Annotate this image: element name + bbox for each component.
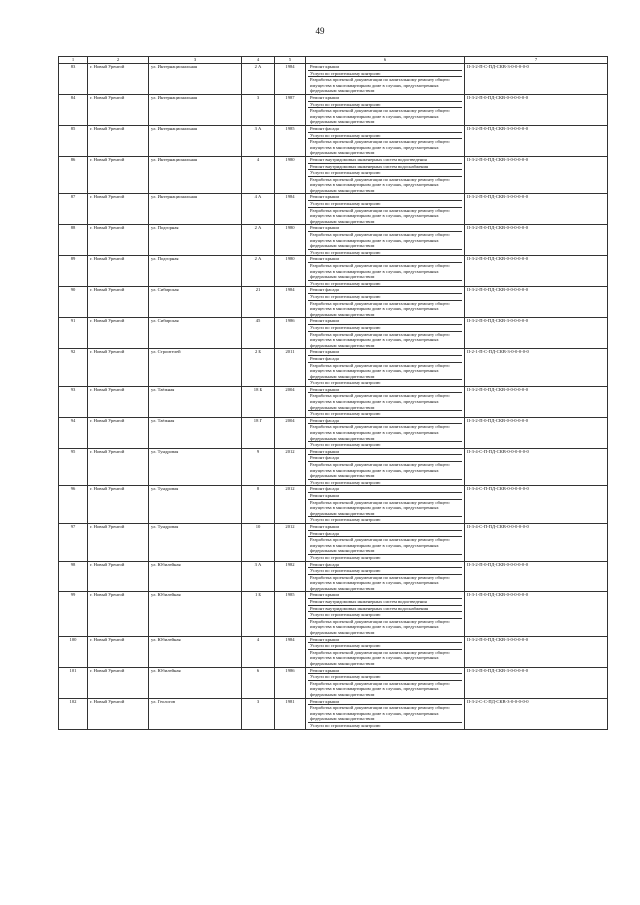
- row-street: ул. Юбилейная: [149, 561, 242, 592]
- row-house: 3 А: [242, 561, 275, 592]
- row-house: 2 А: [242, 256, 275, 287]
- table-row: [59, 561, 608, 592]
- row-year: 1982: [275, 561, 306, 592]
- work-item: Ремонт фасада: [308, 455, 462, 462]
- row-house: 3: [242, 94, 275, 125]
- col-4-header: 4: [242, 57, 275, 64]
- row-year: 2004: [275, 386, 306, 417]
- row-number: 92: [59, 349, 88, 387]
- row-year: 1980: [275, 225, 306, 256]
- row-code: II-3-1-П-0-ПД-СКВ-0-0-0-0-0-0: [465, 592, 608, 636]
- row-city: г. Новый Уренгой: [88, 349, 149, 387]
- row-year: 2012: [275, 486, 306, 524]
- row-number: 95: [59, 448, 88, 486]
- row-number: 91: [59, 318, 88, 349]
- work-item: Услуги по строительному контролю: [308, 294, 462, 301]
- row-street: ул. Тундровая: [149, 523, 242, 561]
- work-item: Услуги по строительному контролю: [308, 568, 462, 575]
- work-item: Услуги по строительному контролю: [308, 133, 462, 140]
- work-item: Ремонт крыши: [308, 225, 462, 232]
- row-city: г. Новый Уренгой: [88, 194, 149, 225]
- row-code: II-3-2-П-0-ПД-СКВ-0-0-0-0-0-0: [465, 256, 608, 287]
- work-item: Ремонт крыши: [308, 668, 462, 675]
- row-number: 99: [59, 592, 88, 636]
- work-item: Услуги по строительному контролю: [308, 674, 462, 681]
- row-code: II-3-2-П-0-ПД-СКВ-0-0-0-0-0-0: [465, 561, 608, 592]
- work-item: Услуги по строительному контролю: [310, 249, 381, 255]
- row-house: 8: [242, 486, 275, 524]
- row-city: г. Новый Уренгой: [88, 561, 149, 592]
- row-works: [306, 225, 465, 256]
- row-code: II-3-2-П-0-ПД-СКВ-3-0-0-0-0-0: [465, 667, 608, 698]
- work-item: Разработка проектной документации по капитальному ремонту общего имущества в многоквартирном доме в случаях, предусмотренных федеральным законодательством: [310, 176, 450, 193]
- row-city: г. Новый Уренгой: [88, 225, 149, 256]
- work-item: Ремонт крыши: [308, 493, 462, 500]
- work-item: Ремонт фасада: [308, 562, 462, 569]
- work-item: Ремонт крыши: [308, 524, 462, 531]
- work-item: Услуги по строительному контролю: [310, 442, 381, 448]
- work-item: Разработка проектной документации по капитальному ремонту общего имущества в многоквартирном доме в случаях, предусмотренных федеральным законодательством: [310, 300, 450, 317]
- row-works: [306, 94, 465, 125]
- row-street: ул. Подгорная: [149, 225, 242, 256]
- row-city: г. Новый Уренгой: [88, 318, 149, 349]
- work-item: Разработка проектной документации по капитальному ремонту общего имущества в многоквартирном доме в случаях, предусмотренных федеральным законодательством: [308, 462, 462, 480]
- work-item: Разработка проектной документации по капитальному ремонту общего имущества в многоквартирном доме в случаях, предусмотренных федеральным законодательством: [310, 139, 450, 156]
- row-city: г. Новый Уренгой: [88, 448, 149, 486]
- row-works: [306, 156, 465, 194]
- work-item: Ремонт крыши: [308, 387, 462, 394]
- work-item: Услуги по строительному контролю: [308, 612, 462, 619]
- work-item: Разработка проектной документации по капитальному ремонту общего имущества в многоквартирном доме в случаях, предусмотренных федеральным законодательством: [308, 705, 462, 723]
- table-row: [59, 486, 608, 524]
- row-city: г. Новый Уренгой: [88, 287, 149, 318]
- row-street: ул. Таёжная: [149, 417, 242, 448]
- row-city: г. Новый Уренгой: [88, 156, 149, 194]
- row-number: 87: [59, 194, 88, 225]
- work-item: Ремонт фасада: [308, 486, 462, 493]
- table-row: [59, 667, 608, 698]
- row-city: г. Новый Уренгой: [88, 523, 149, 561]
- row-house: 18 Г: [242, 417, 275, 448]
- header-row: [59, 57, 608, 64]
- row-code: II-3-2-П-С-ПД-СКВ-3-0-0-0-0-0: [465, 64, 608, 95]
- row-code: II-3-2-С-С-ПД-СКВ-3-0-0-0-0-0: [465, 698, 608, 729]
- work-item: Ремонт крыши: [308, 64, 462, 71]
- row-street: ул. Таёжная: [149, 386, 242, 417]
- row-year: 1981: [275, 698, 306, 729]
- work-item: Разработка проектной документации по капитальному ремонту общего имущества в многоквартирном доме в случаях, предусмотренных федеральным законодательством: [310, 680, 450, 697]
- row-house: 45: [242, 318, 275, 349]
- work-item: Разработка проектной документации по капитальному ремонту общего имущества в многоквартирном доме в случаях, предусмотренных федеральным законодательством: [308, 424, 462, 442]
- row-year: 2011: [275, 349, 306, 387]
- table-row: [59, 287, 608, 318]
- row-code: II-3-2-П-0-ПД-СКВ-0-0-0-0-0-0: [465, 225, 608, 256]
- work-item: Ремонт крыши: [308, 592, 462, 599]
- work-item: Разработка проектной документации по капитальному ремонту общего имущества в многоквартирном доме в случаях, предусмотренных федеральным законодательством: [308, 537, 462, 555]
- row-year: 1985: [275, 592, 306, 636]
- row-street: ул. Строителей: [149, 349, 242, 387]
- table-row: [59, 94, 608, 125]
- table-row: [59, 417, 608, 448]
- work-item: Услуги по строительному контролю: [310, 517, 381, 523]
- row-works: [306, 64, 465, 95]
- row-city: г. Новый Уренгой: [88, 125, 149, 156]
- row-works: [306, 417, 465, 448]
- row-street: ул. Интернациональная: [149, 94, 242, 125]
- row-year: 1984: [275, 194, 306, 225]
- row-code: II-3-2-П-0-ПД-СКВ-3-0-0-0-0-0: [465, 318, 608, 349]
- row-number: 88: [59, 225, 88, 256]
- table-row: [59, 225, 608, 256]
- row-works: [306, 636, 465, 667]
- table-row: [59, 349, 608, 387]
- table-row: [59, 64, 608, 95]
- work-item: Ремонт внутридомовых инженерных систем водоотведения: [308, 599, 462, 606]
- work-item: Услуги по строительному контролю: [310, 411, 381, 417]
- table-row: [59, 256, 608, 287]
- table-row: [59, 318, 608, 349]
- row-year: 1987: [275, 94, 306, 125]
- col-5-header: 5: [275, 57, 306, 64]
- row-city: г. Новый Уренгой: [88, 386, 149, 417]
- table-row: [59, 636, 608, 667]
- row-city: г. Новый Уренгой: [88, 256, 149, 287]
- row-house: 6: [242, 667, 275, 698]
- row-code: II-3-4-С-П-ПД-СКВ-0-0-0-0-0-0: [465, 448, 608, 486]
- row-code: II-3-4-С-П-ПД-СКВ-0-0-0-0-0-0: [465, 486, 608, 524]
- row-street: ул. Интернациональная: [149, 194, 242, 225]
- row-number: 84: [59, 94, 88, 125]
- table-row: [59, 448, 608, 486]
- row-house: 4 А: [242, 194, 275, 225]
- row-number: 100: [59, 636, 88, 667]
- col-1-header: 1: [59, 57, 88, 64]
- work-item: Разработка проектной документации по капитальному ремонту общего имущества в многоквартирном доме в случаях, предусмотренных федеральным законодательством: [308, 263, 462, 281]
- row-house: 18 Б: [242, 386, 275, 417]
- row-city: г. Новый Уренгой: [88, 698, 149, 729]
- row-street: ул. Тундровая: [149, 486, 242, 524]
- row-year: 1985: [275, 125, 306, 156]
- row-house: 2 А: [242, 225, 275, 256]
- work-item: Услуги по строительному контролю: [310, 554, 381, 560]
- row-street: ул. Сибирская: [149, 318, 242, 349]
- row-code: II-3-2-П-0-ПД-СКВ-0-0-0-0-0-0: [465, 386, 608, 417]
- row-year: 1980: [275, 156, 306, 194]
- row-code: II-3-2-П-0-ПД-СКВ-3-0-0-0-0-0: [465, 125, 608, 156]
- work-item: Разработка проектной документации по капитальному ремонту общего имущества в многоквартирном доме в случаях, предусмотренных федеральным законодательством: [310, 574, 450, 591]
- work-item: Разработка проектной документации по капитальному ремонту общего имущества в многоквартирном доме в случаях, предусмотренных федеральным законодательством: [310, 618, 450, 636]
- table-row: [59, 698, 608, 729]
- table-body: [59, 64, 608, 730]
- row-works: [306, 523, 465, 561]
- work-item: Ремонт фасада: [308, 356, 462, 363]
- row-number: 101: [59, 667, 88, 698]
- row-code: II-3-2-П-0-ПД-СКВ-3-0-0-0-0-0: [465, 636, 608, 667]
- row-works: [306, 561, 465, 592]
- work-item: Ремонт крыши: [308, 449, 462, 456]
- row-number: 96: [59, 486, 88, 524]
- row-street: ул. Интернациональная: [149, 156, 242, 194]
- work-item: Ремонт фасада: [308, 418, 462, 425]
- row-house: 4: [242, 156, 275, 194]
- row-year: 1986: [275, 667, 306, 698]
- row-street: ул. Юбилейная: [149, 592, 242, 636]
- row-works: [306, 287, 465, 318]
- row-street: ул. Юбилейная: [149, 667, 242, 698]
- row-city: г. Новый Уренгой: [88, 486, 149, 524]
- work-item: Ремонт внутридомовых инженерных систем водоснабжения: [308, 606, 462, 613]
- row-code: II-3-2-П-0-ПД-СКВ-3-0-0-0-0-0: [465, 156, 608, 194]
- row-number: 93: [59, 386, 88, 417]
- row-year: 1984: [275, 64, 306, 95]
- work-item: Ремонт внутридомовых инженерных систем водоснабжения: [308, 164, 462, 171]
- row-code: II-3-2-П-0-ПД-СКВ-3-0-0-0-0-0: [465, 194, 608, 225]
- row-year: 2012: [275, 448, 306, 486]
- table-row: [59, 194, 608, 225]
- work-item: Ремонт внутридомовых инженерных систем водоотведения: [308, 157, 462, 164]
- row-works: [306, 318, 465, 349]
- row-street: ул. Геологов: [149, 698, 242, 729]
- work-item: Ремонт крыши: [308, 194, 462, 201]
- row-code: II-2-1-П-С-ПД-СКВ-3-0-0-0-0-0: [465, 349, 608, 387]
- row-code: II-3-2-П-0-ПД-СКВ-0-0-0-0-0-0: [465, 287, 608, 318]
- row-works: [306, 448, 465, 486]
- row-house: 4: [242, 636, 275, 667]
- row-code: II-3-4-С-П-ПД-СКВ-0-0-0-0-0-0: [465, 523, 608, 561]
- work-item: Разработка проектной документации по капитальному ремонту общего имущества в многоквартирном доме в случаях, предусмотренных федеральным законодательством: [310, 331, 450, 348]
- work-item: Ремонт крыши: [308, 318, 462, 325]
- row-house: 21: [242, 287, 275, 318]
- table-row: [59, 592, 608, 636]
- work-item: Разработка проектной документации по капитальному ремонту общего имущества в многоквартирном доме в случаях, предусмотренных федеральным законодательством: [308, 500, 462, 518]
- work-item: Разработка проектной документации по капитальному ремонту общего имущества в многоквартирном доме в случаях, предусмотренных федеральным законодательством: [310, 649, 450, 666]
- work-item: Услуги по строительному контролю: [308, 71, 462, 78]
- row-year: 2004: [275, 417, 306, 448]
- row-city: г. Новый Уренгой: [88, 64, 149, 95]
- row-works: [306, 194, 465, 225]
- row-house: 2 А: [242, 64, 275, 95]
- row-works: [306, 256, 465, 287]
- row-number: 83: [59, 64, 88, 95]
- work-item: Ремонт крыши: [308, 95, 462, 102]
- row-works: [306, 349, 465, 387]
- row-works: [306, 125, 465, 156]
- work-item: Услуги по строительному контролю: [310, 479, 381, 485]
- row-year: 2012: [275, 523, 306, 561]
- work-item: Разработка проектной документации по капитальному ремонту общего имущества в многоквартирном доме в случаях, предусмотренных федеральным законодательством: [308, 363, 462, 381]
- work-item: Ремонт фасада: [308, 126, 462, 133]
- work-item: Услуги по строительному контролю: [310, 722, 381, 728]
- work-item: Услуги по строительному контролю: [308, 170, 462, 177]
- row-works: [306, 592, 465, 636]
- row-city: г. Новый Уренгой: [88, 636, 149, 667]
- row-works: [306, 486, 465, 524]
- row-city: г. Новый Уренгой: [88, 94, 149, 125]
- row-number: 85: [59, 125, 88, 156]
- work-item: Ремонт фасада: [308, 287, 462, 294]
- row-number: 102: [59, 698, 88, 729]
- row-number: 98: [59, 561, 88, 592]
- row-city: г. Новый Уренгой: [88, 417, 149, 448]
- col-3-header: 3: [149, 57, 242, 64]
- table-row: [59, 156, 608, 194]
- table-row: [59, 125, 608, 156]
- row-street: ул. Интернациональная: [149, 125, 242, 156]
- row-works: [306, 698, 465, 729]
- row-number: 89: [59, 256, 88, 287]
- work-item: Услуги по строительному контролю: [308, 325, 462, 332]
- row-house: 3: [242, 698, 275, 729]
- row-number: 86: [59, 156, 88, 194]
- row-number: 90: [59, 287, 88, 318]
- row-street: ул. Юбилейная: [149, 636, 242, 667]
- row-year: 1984: [275, 287, 306, 318]
- col-6-header: 6: [306, 57, 465, 64]
- work-item: Услуги по строительному контролю: [310, 380, 381, 386]
- register-table: [58, 56, 608, 730]
- row-number: 94: [59, 417, 88, 448]
- row-city: г. Новый Уренгой: [88, 667, 149, 698]
- row-works: [306, 667, 465, 698]
- work-item: Разработка проектной документации по капитальному ремонту общего имущества в многоквартирном доме в случаях, предусмотренных федеральным законодательством: [310, 207, 450, 224]
- work-item: Ремонт крыши: [308, 349, 462, 356]
- work-item: Ремонт крыши: [308, 256, 462, 263]
- table-row: [59, 386, 608, 417]
- work-item: Услуги по строительному контролю: [308, 201, 462, 208]
- row-code: II-3-2-П-0-ПД-СКВ-0-0-0-0-0-0: [465, 417, 608, 448]
- row-code: II-3-2-П-0-ПД-СКВ-0-0-0-0-0-0: [465, 94, 608, 125]
- row-house: 1 Б: [242, 592, 275, 636]
- work-item: Услуги по строительному контролю: [310, 280, 381, 286]
- row-year: 1980: [275, 256, 306, 287]
- work-item: Ремонт крыши: [308, 699, 462, 706]
- row-year: 1984: [275, 636, 306, 667]
- work-item: Разработка проектной документации по капитальному ремонту общего имущества в многоквартирном доме в случаях, предусмотренных федеральным законодательством: [310, 77, 450, 94]
- row-number: 97: [59, 523, 88, 561]
- work-item: Разработка проектной документации по капитальному ремонту общего имущества в многоквартирном доме в случаях, предусмотренных федеральным законодательством: [308, 232, 462, 250]
- row-house: 10: [242, 523, 275, 561]
- page-number: 49: [315, 26, 325, 36]
- row-street: ул. Сибирская: [149, 287, 242, 318]
- row-works: [306, 386, 465, 417]
- col-7-header: 7: [465, 57, 608, 64]
- row-house: 3 А: [242, 125, 275, 156]
- work-item: Разработка проектной документации по капитальному ремонту общего имущества в многоквартирном доме в случаях, предусмотренных федеральным законодательством: [308, 393, 462, 411]
- row-street: ул. Тундровая: [149, 448, 242, 486]
- work-item: Ремонт крыши: [308, 637, 462, 644]
- work-item: Услуги по строительному контролю: [308, 102, 462, 109]
- work-item: Разработка проектной документации по капитальному ремонту общего имущества в многоквартирном доме в случаях, предусмотренных федеральным законодательством: [310, 108, 450, 125]
- row-house: 9: [242, 448, 275, 486]
- work-item: Ремонт фасада: [308, 531, 462, 538]
- row-city: г. Новый Уренгой: [88, 592, 149, 636]
- work-item: Услуги по строительному контролю: [308, 643, 462, 650]
- row-house: 2 Б: [242, 349, 275, 387]
- row-street: ул. Подгорная: [149, 256, 242, 287]
- row-year: 1986: [275, 318, 306, 349]
- row-street: ул. Интернациональная: [149, 64, 242, 95]
- col-2-header: 2: [88, 57, 149, 64]
- table-row: [59, 523, 608, 561]
